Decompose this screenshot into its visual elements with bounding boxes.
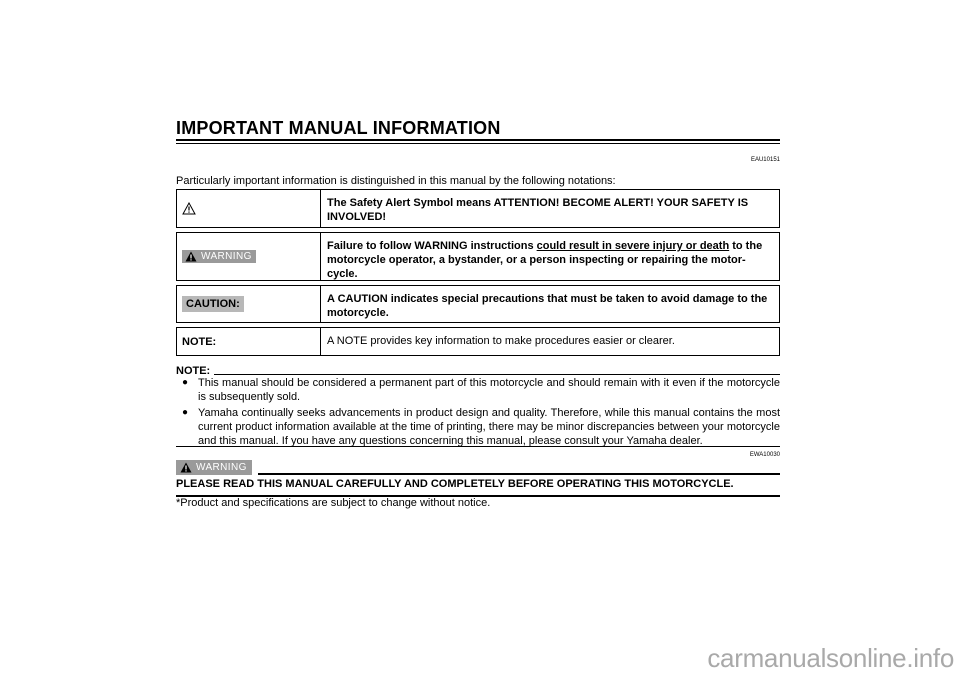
- doc-code: EWA10030: [749, 452, 780, 458]
- caution-badge: CAUTION:: [182, 296, 244, 312]
- warning-triangle-icon: [180, 462, 192, 473]
- bullet-icon: ●: [182, 407, 189, 418]
- list-item: [182, 376, 780, 404]
- note-section-end-rule: [176, 446, 780, 447]
- safety-alert-icon: [182, 202, 196, 215]
- notation-table: [176, 189, 780, 360]
- watermark: carmanualsonline.info: [707, 643, 954, 673]
- warning-text-underlined: could result in severe injury or death: [536, 240, 730, 252]
- warning-badge-label: WARNING: [201, 251, 252, 262]
- warning-section-heading: [176, 459, 780, 475]
- note-label: NOTE:: [182, 335, 217, 348]
- notation-row-warning: [176, 232, 780, 281]
- warning-triangle-icon: [185, 251, 197, 262]
- warning-symbol-cell: [177, 233, 321, 280]
- warning-description: [321, 233, 779, 280]
- title-rule: [176, 139, 780, 144]
- note-symbol-cell: [177, 328, 321, 355]
- warning-badge: [176, 460, 252, 475]
- warning-statement: PLEASE READ THIS MANUAL CAREFULLY AND COMPLETELY BEFORE OPERATING THIS MOTORCYCLE.: [176, 478, 780, 497]
- note-heading-label: NOTE:: [176, 365, 211, 377]
- caution-description: A CAUTION indicates special precautions that must be taken to avoid damage to the motorcycle.: [327, 293, 768, 319]
- doc-code: EAU10151: [750, 157, 780, 163]
- safety-symbol-cell: [177, 190, 321, 227]
- intro-text: Particularly important information is distinguished in this manual by the following notations:: [176, 175, 616, 187]
- note-description: A NOTE provides key information to make procedures easier or clearer.: [327, 335, 675, 347]
- caution-symbol-cell: [177, 286, 321, 322]
- notation-row-safety: [176, 189, 780, 228]
- bullet-text: This manual should be considered a permanent part of this motorcycle and should remain with it even if the motorcycle is subsequently sold.: [198, 377, 780, 403]
- list-item: [182, 406, 780, 448]
- warning-text-end: to the motorcycle operator, a bystander, or a person inspecting or repairing the motor-cycle.: [327, 240, 763, 280]
- warning-text-start: Failure to follow WARNING instructions: [327, 240, 537, 252]
- note-heading-rule: [214, 374, 780, 375]
- footnote: *Product and specifications are subject to change without notice.: [176, 497, 491, 509]
- note-bullet-list: [182, 376, 780, 450]
- bullet-icon: ●: [182, 377, 189, 388]
- page-title: IMPORTANT MANUAL INFORMATION: [176, 118, 501, 138]
- warning-badge: [182, 250, 256, 263]
- bullet-text: Yamaha continually seeks advancements in product design and quality. Therefore, while this manual contains the most current product information available at the time of printing, there may be minor discrepancies between your motorcycle and this manual. If you have any questions concerning this manual, please consult your Yamaha dealer.: [198, 407, 780, 447]
- warning-heading-rule: [258, 473, 780, 475]
- safety-description: The Safety Alert Symbol means ATTENTION! BECOME ALERT! YOUR SAFETY IS INVOLVED!: [327, 197, 749, 223]
- warning-badge-label: WARNING: [196, 461, 247, 473]
- notation-row-caution: [176, 285, 780, 323]
- notation-row-note: [176, 327, 780, 356]
